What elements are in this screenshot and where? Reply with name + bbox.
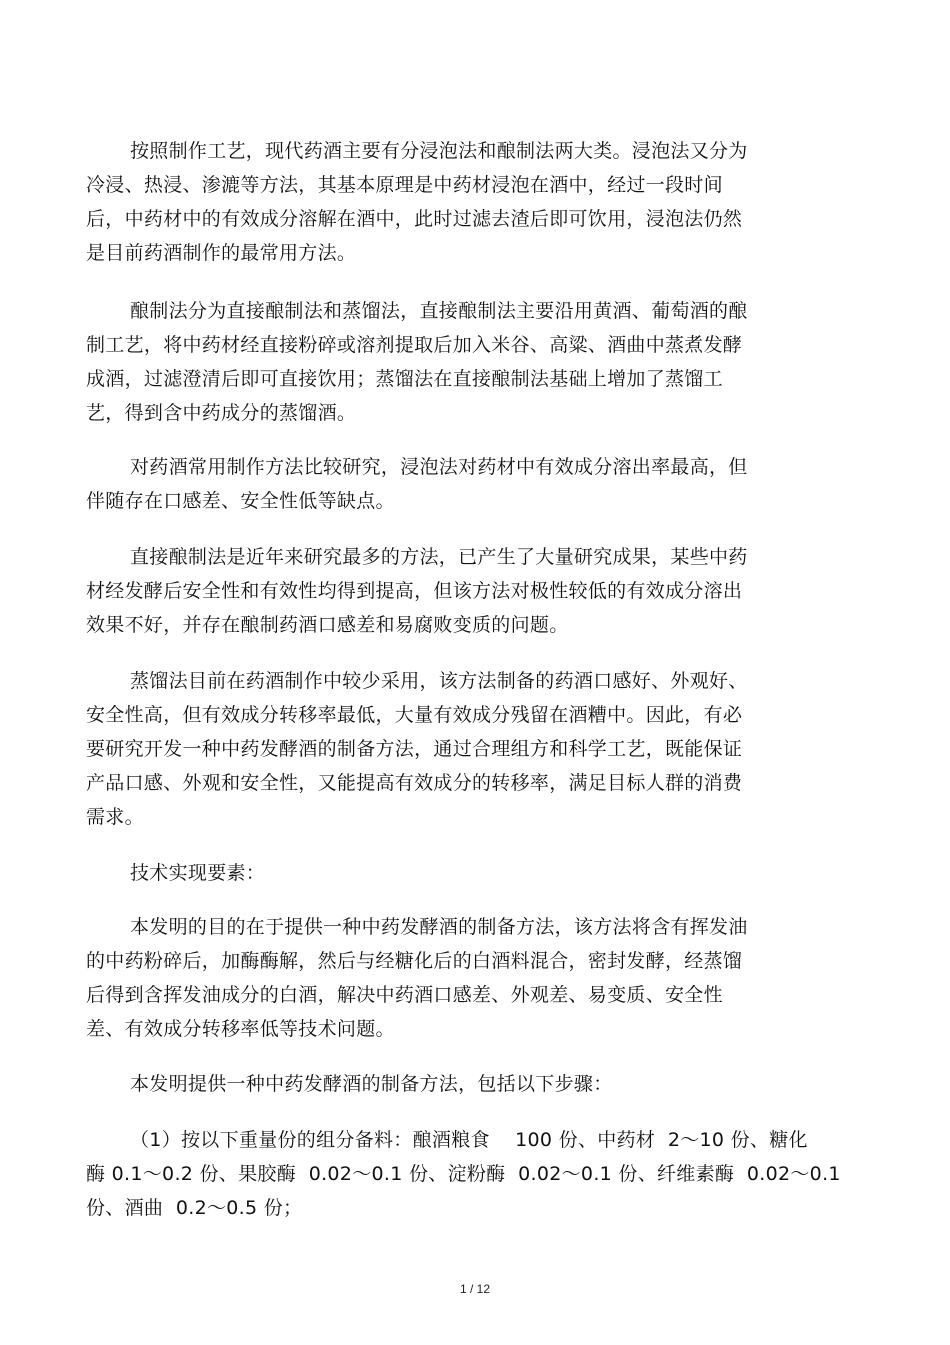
text-line: 材经发酵后安全性和有效性均得到提高，但该方法对极性较低的有效成分溶出	[86, 580, 743, 602]
text-line: 成酒，过滤澄清后即可直接饮用；蒸馏法在直接酿制法基础上增加了蒸馏工	[86, 368, 723, 390]
text-line: 份、酒曲 0.2～0.5 份；	[86, 1197, 303, 1219]
text-line: 后得到含挥发油成分的白酒，解决中药酒口感差、外观差、易变质、安全性	[86, 984, 723, 1006]
section-heading	[86, 856, 866, 890]
text-line: 的中药粉碎后，加酶酶解，然后与经糖化后的白酒料混合，密封发酵，经蒸馏	[86, 950, 743, 972]
text-line: （1）按以下重量份的组分备料：酿酒粮食 100 份、中药材 2～10 份、糖化	[130, 1129, 808, 1151]
text-line: 本发明的目的在于提供一种中药发酵酒的制备方法，该方法将含有挥发油	[130, 916, 748, 938]
text-line: 冷浸、热浸、渗漉等方法，其基本原理是中药材浸泡在酒中，经过一段时间	[86, 174, 723, 196]
paragraph-8	[86, 1067, 866, 1101]
text-line: 酿制法分为直接酿制法和蒸馏法，直接酿制法主要沿用黄酒、葡萄酒的酿	[130, 300, 748, 322]
text-line: 蒸馏法目前在药酒制作中较少采用，该方法制备的药酒口感好、外观好、	[130, 670, 748, 692]
page-number: 1 / 12	[459, 1282, 491, 1296]
text-line: 伴随存在口感差、安全性低等缺点。	[86, 490, 395, 512]
text-line: 是目前药酒制作的最常用方法。	[86, 242, 357, 264]
text-line: 对药酒常用制作方法比较研究，浸泡法对药材中有效成分溶出率最高，但	[130, 456, 748, 478]
text-line: 安全性高，但有效成分转移率最低，大量有效成分残留在酒糟中。因此，有必	[86, 704, 743, 726]
text-line: 差、有效成分转移率低等技术问题。	[86, 1018, 395, 1040]
text-line: 效果不好，并存在酿制药酒口感差和易腐败变质的问题。	[86, 614, 569, 636]
paragraph-3	[86, 450, 866, 518]
paragraph-5	[86, 664, 866, 834]
text-line: 制工艺，将中药材经直接粉碎或溶剂提取后加入米谷、高粱、酒曲中蒸煮发酵	[86, 334, 743, 356]
text-line: 技术实现要素：	[130, 862, 266, 884]
text-line: 需求。	[86, 806, 144, 828]
text-line: 酶 0.1～0.2 份、果胶酶 0.02～0.1 份、淀粉酶 0.02～0.1 份、纤维素酶 0.02～0.1	[86, 1163, 841, 1185]
text-line: 产品口感、外观和安全性，又能提高有效成分的转移率，满足目标人群的消费	[86, 772, 743, 794]
paragraph-9	[86, 1123, 866, 1225]
text-line: 直接酿制法是近年来研究最多的方法，已产生了大量研究成果，某些中药	[130, 546, 748, 568]
text-line: 艺，得到含中药成分的蒸馏酒。	[86, 402, 357, 424]
text-line: 要研究开发一种中药发酵酒的制备方法，通过合理组方和科学工艺，既能保证	[86, 738, 743, 760]
text-line: 后，中药材中的有效成分溶解在酒中，此时过滤去渣后即可饮用，浸泡法仍然	[86, 208, 743, 230]
text-line: 按照制作工艺，现代药酒主要有分浸泡法和酿制法两大类。浸泡法又分为	[130, 140, 748, 162]
text-line: 本发明提供一种中药发酵酒的制备方法，包括以下步骤：	[130, 1073, 613, 1095]
paragraph-1	[86, 134, 866, 270]
paragraph-7	[86, 910, 866, 1046]
paragraph-4	[86, 540, 866, 642]
paragraph-2	[86, 294, 866, 430]
